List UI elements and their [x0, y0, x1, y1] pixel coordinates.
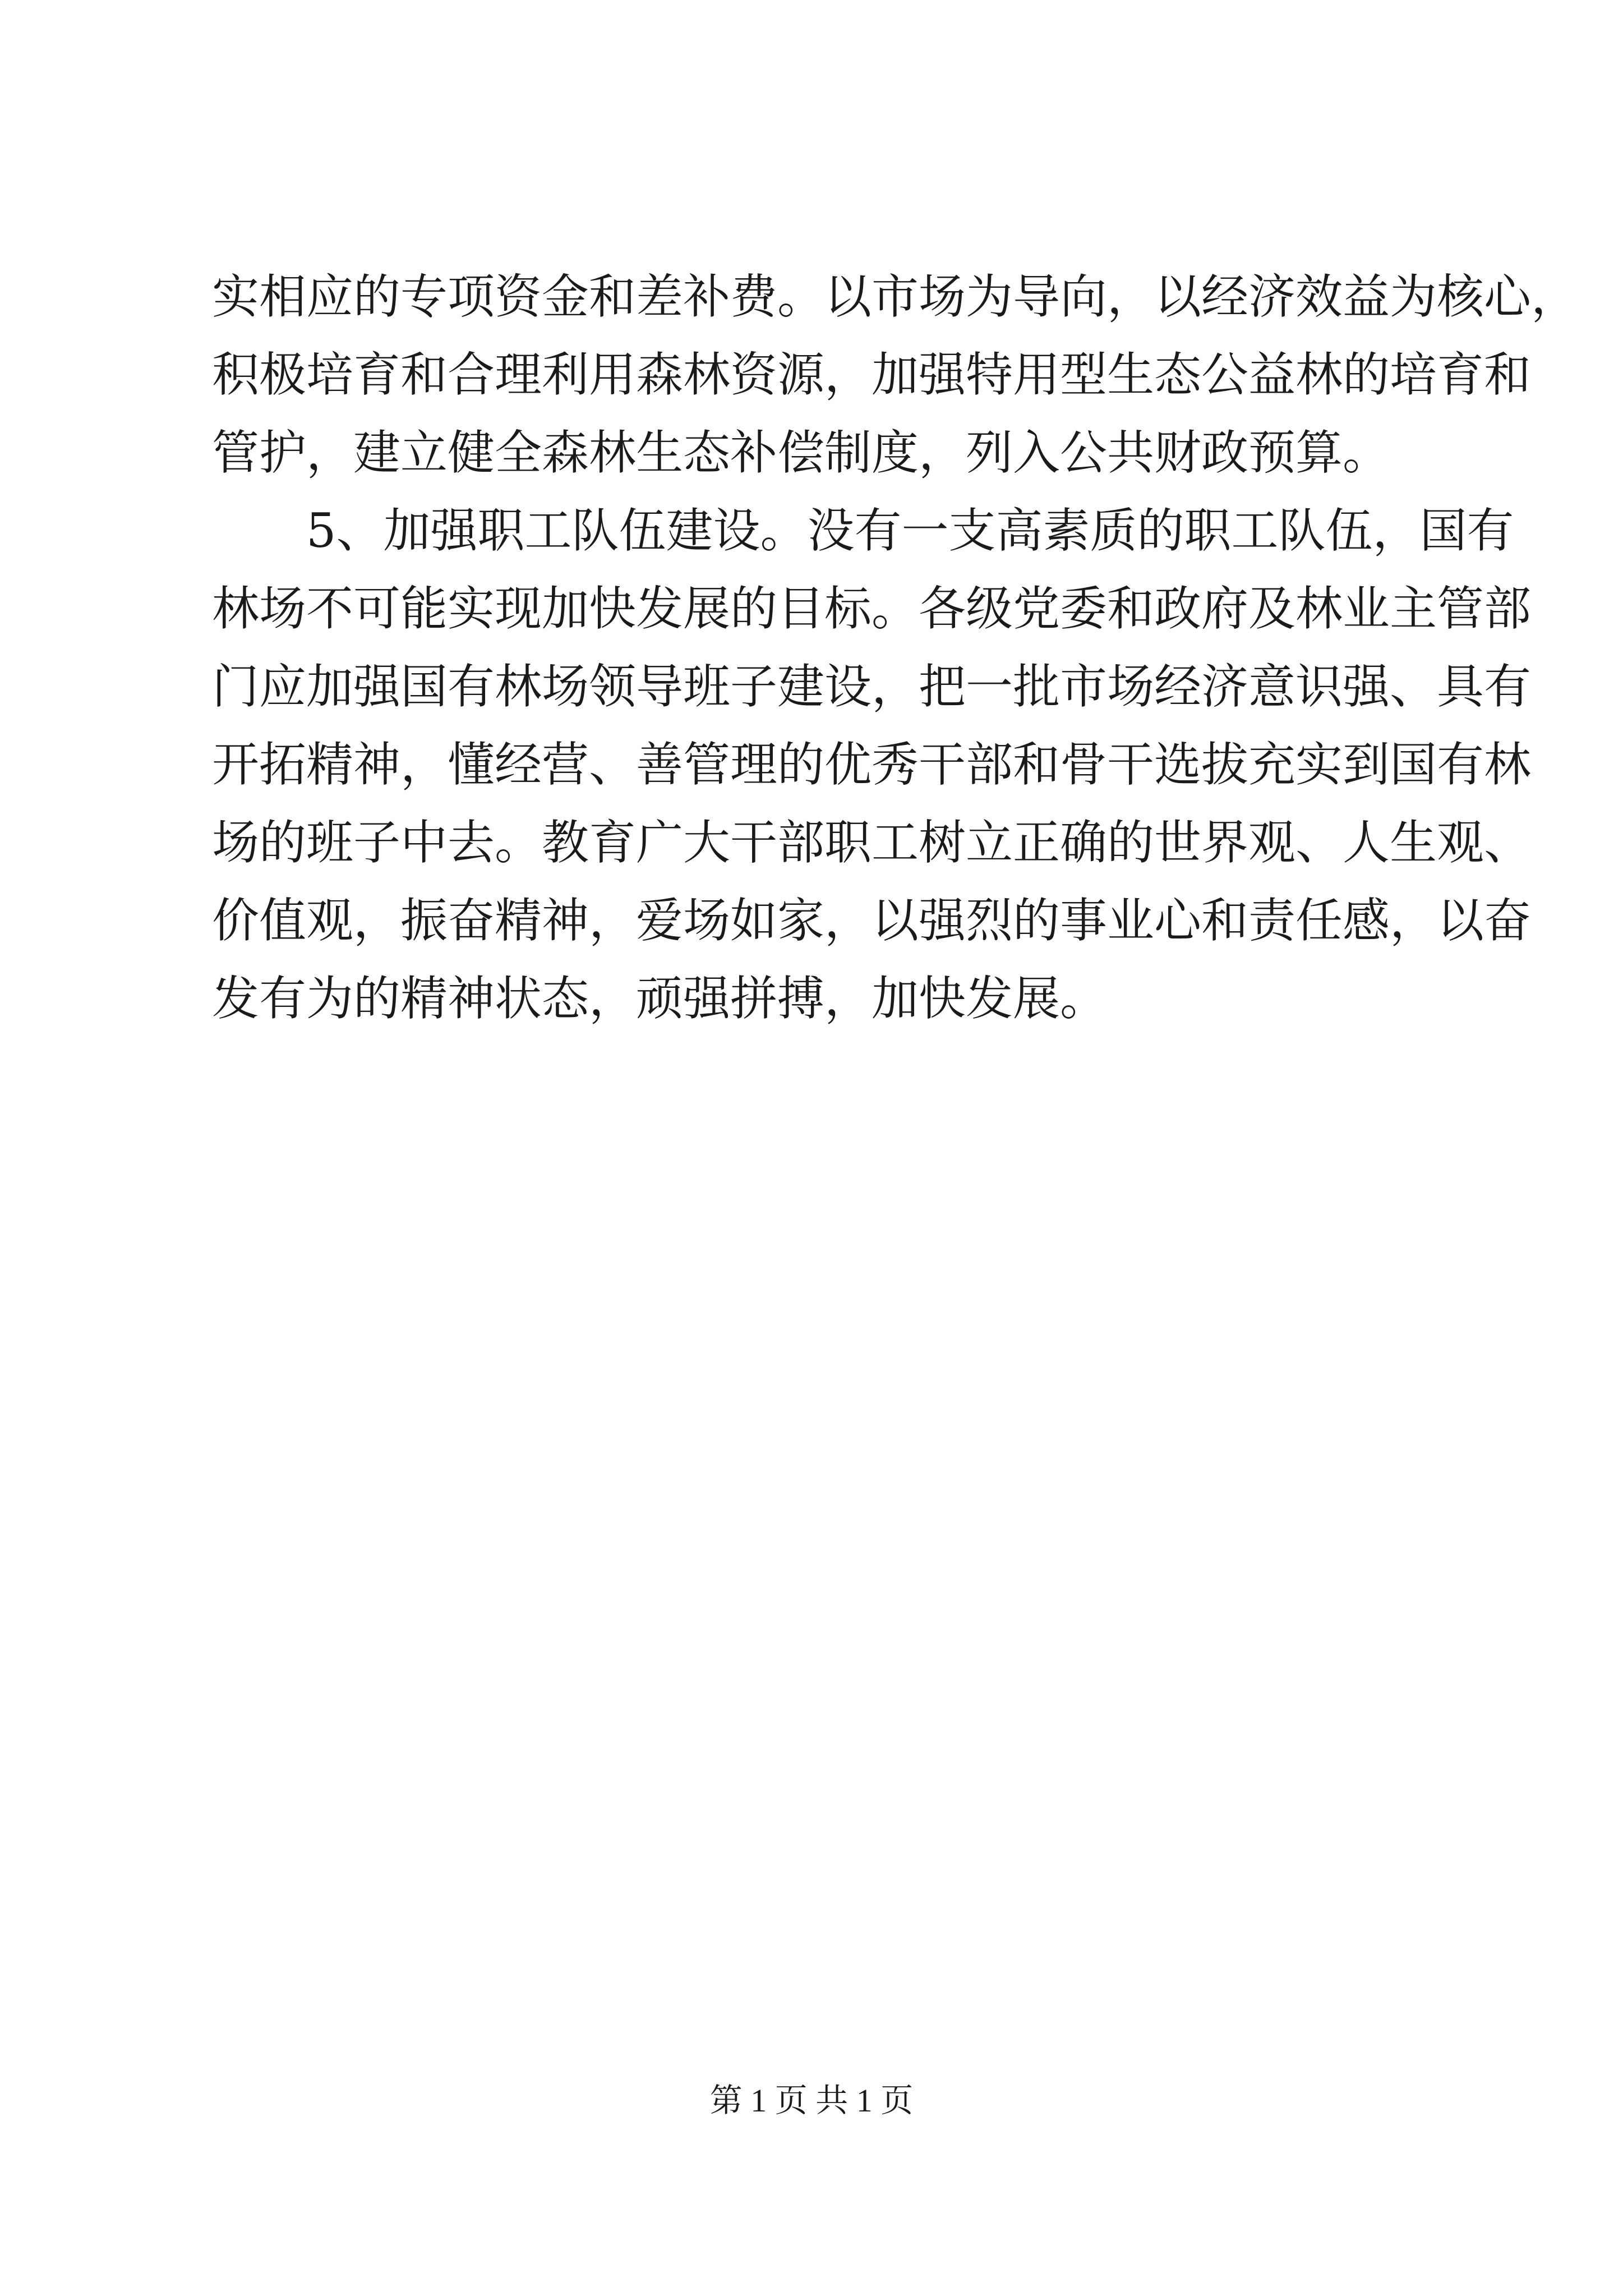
body-line-9: 价值观，振奋精神，爱场如家，以强烈的事业心和责任感，以奋: [212, 893, 1532, 948]
body-line-1: 实相应的专项资金和差补费。以市场为导向，以经济效益为核心，: [212, 269, 1579, 324]
body-line-2: 积极培育和合理利用森林资源，加强特用型生态公益林的培育和: [212, 347, 1532, 402]
body-line-10: 发有为的精神状态，顽强拼搏，加快发展。: [212, 971, 1108, 1026]
body-line-5: 林场不可能实现加快发展的目标。各级党委和政府及林业主管部: [212, 581, 1532, 636]
body-line-7: 开拓精神，懂经营、善管理的优秀干部和骨干选拔充实到国有林: [212, 737, 1532, 792]
body-line-8: 场的班子中去。教育广大干部职工树立正确的世界观、人生观、: [212, 815, 1532, 870]
body-line-6: 门应加强国有林场领导班子建设，把一批市场经济意识强、具有: [212, 659, 1532, 714]
document-body: [212, 258, 1579, 1038]
body-line-3: 管护，建立健全森林生态补偿制度，列入公共财政预算。: [212, 425, 1390, 480]
body-line-4: 5、加强职工队伍建设。没有一支高素质的职工队伍，国有: [306, 503, 1514, 558]
page-number-footer: 第 1 页 共 1 页: [709, 2082, 914, 2119]
